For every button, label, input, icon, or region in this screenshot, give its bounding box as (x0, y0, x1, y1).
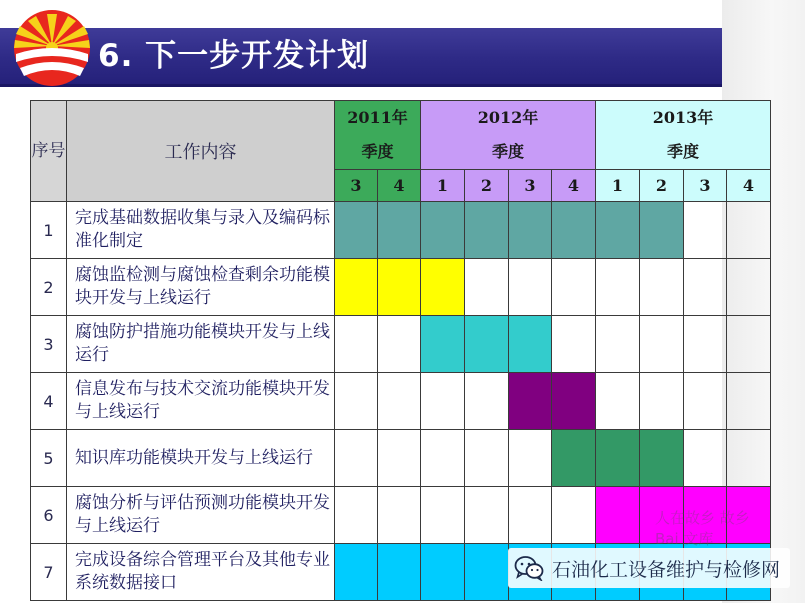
schedule-cell (552, 487, 596, 544)
schedule-cell (335, 544, 378, 601)
schedule-cell (465, 430, 509, 487)
schedule-cell (727, 259, 771, 316)
schedule-cell (378, 259, 421, 316)
row-seq: 7 (31, 544, 67, 601)
schedule-cell (640, 259, 684, 316)
quarter-cell: 3 (509, 170, 552, 202)
table-row (31, 373, 771, 430)
schedule-cell (552, 430, 596, 487)
schedule-cell (552, 316, 596, 373)
table-row (31, 259, 771, 316)
schedule-cell (727, 373, 771, 430)
schedule-cell (465, 316, 509, 373)
schedule-cell (684, 316, 727, 373)
row-task: 腐蚀监检测与腐蚀检查剩余功能模块开发与上线运行 (67, 259, 335, 316)
quarter-cell: 3 (684, 170, 727, 202)
table-row (31, 430, 771, 487)
quarter-caption: 季度 (666, 142, 699, 161)
schedule-cell (727, 202, 771, 259)
title-bar-underline (0, 84, 722, 87)
faint-watermark-line: Bai 文库 (655, 530, 714, 547)
schedule-cell (421, 316, 465, 373)
faint-watermark (655, 507, 803, 547)
schedule-cell (465, 202, 509, 259)
row-task: 信息发布与技术交流功能模块开发与上线运行 (67, 373, 335, 430)
schedule-cell (640, 202, 684, 259)
quarter-cell: 1 (596, 170, 640, 202)
company-logo-icon (10, 6, 94, 88)
schedule-cell (335, 202, 378, 259)
schedule-cell (509, 202, 552, 259)
wechat-account-name: 石油化工设备维护与检修网 (552, 558, 781, 581)
year-label: 2011年 (347, 108, 408, 127)
schedule-cell (552, 373, 596, 430)
schedule-cell (335, 316, 378, 373)
schedule-cell (421, 544, 465, 601)
table-row (31, 316, 771, 373)
row-seq: 6 (31, 487, 67, 544)
year-header-2011 (335, 101, 421, 170)
schedule-cell (378, 373, 421, 430)
row-seq: 1 (31, 202, 67, 259)
schedule-cell (596, 316, 640, 373)
schedule-cell (684, 259, 727, 316)
quarter-cell: 2 (640, 170, 684, 202)
schedule-cell (378, 316, 421, 373)
schedule-cell (596, 259, 640, 316)
year-label: 2012年 (477, 108, 539, 127)
schedule-cell (421, 202, 465, 259)
schedule-cell (509, 430, 552, 487)
table-row (31, 202, 771, 259)
schedule-cell (421, 259, 465, 316)
schedule-cell (335, 430, 378, 487)
schedule-cell (727, 430, 771, 487)
schedule-cell (640, 316, 684, 373)
schedule-cell (335, 487, 378, 544)
schedule-cell (684, 430, 727, 487)
schedule-cell (378, 202, 421, 259)
row-task: 腐蚀防护措施功能模块开发与上线运行 (67, 316, 335, 373)
work-content-header: 工作内容 (67, 101, 335, 202)
year-header-2013 (596, 101, 771, 170)
row-seq: 5 (31, 430, 67, 487)
quarter-cell: 4 (378, 170, 421, 202)
year-label: 2013年 (652, 108, 714, 127)
schedule-cell (421, 373, 465, 430)
row-seq: 2 (31, 259, 67, 316)
row-seq: 3 (31, 316, 67, 373)
slide-title: 6. 下一步开发计划 (98, 38, 370, 74)
seq-header: 序号 (31, 101, 67, 202)
quarter-caption: 季度 (491, 142, 524, 161)
faint-watermark-line: 人在故乡 故乡 (655, 509, 750, 527)
schedule-cell (552, 202, 596, 259)
wechat-watermark (508, 548, 790, 588)
quarter-cell: 4 (552, 170, 596, 202)
schedule-cell (509, 487, 552, 544)
quarter-caption: 季度 (361, 142, 394, 161)
schedule-cell (335, 373, 378, 430)
schedule-cell (465, 373, 509, 430)
quarter-cell: 4 (727, 170, 771, 202)
schedule-cell (465, 259, 509, 316)
schedule-cell (378, 487, 421, 544)
row-task: 腐蚀分析与评估预测功能模块开发与上线运行 (67, 487, 335, 544)
row-task: 完成设备综合管理平台及其他专业系统数据接口 (67, 544, 335, 601)
schedule-cell (596, 487, 640, 544)
schedule-cell (640, 373, 684, 430)
schedule-cell (684, 373, 727, 430)
quarter-cell: 2 (465, 170, 509, 202)
schedule-cell (509, 373, 552, 430)
schedule-cell (552, 259, 596, 316)
schedule-cell (421, 487, 465, 544)
wechat-icon (514, 555, 544, 581)
schedule-cell (727, 316, 771, 373)
schedule-cell (465, 487, 509, 544)
schedule-cell (596, 430, 640, 487)
schedule-cell (335, 259, 378, 316)
schedule-cell (465, 544, 509, 601)
row-task: 完成基础数据收集与录入及编码标准化制定 (67, 202, 335, 259)
quarter-cell: 1 (421, 170, 465, 202)
schedule-cell (640, 430, 684, 487)
schedule-cell (421, 430, 465, 487)
schedule-cell (596, 373, 640, 430)
quarter-cell: 3 (335, 170, 378, 202)
schedule-cell (509, 259, 552, 316)
row-task: 知识库功能模块开发与上线运行 (67, 430, 335, 487)
schedule-cell (684, 202, 727, 259)
schedule-cell (596, 202, 640, 259)
schedule-cell (378, 430, 421, 487)
schedule-cell (509, 316, 552, 373)
schedule-cell (378, 544, 421, 601)
row-seq: 4 (31, 373, 67, 430)
year-header-2012 (421, 101, 596, 170)
